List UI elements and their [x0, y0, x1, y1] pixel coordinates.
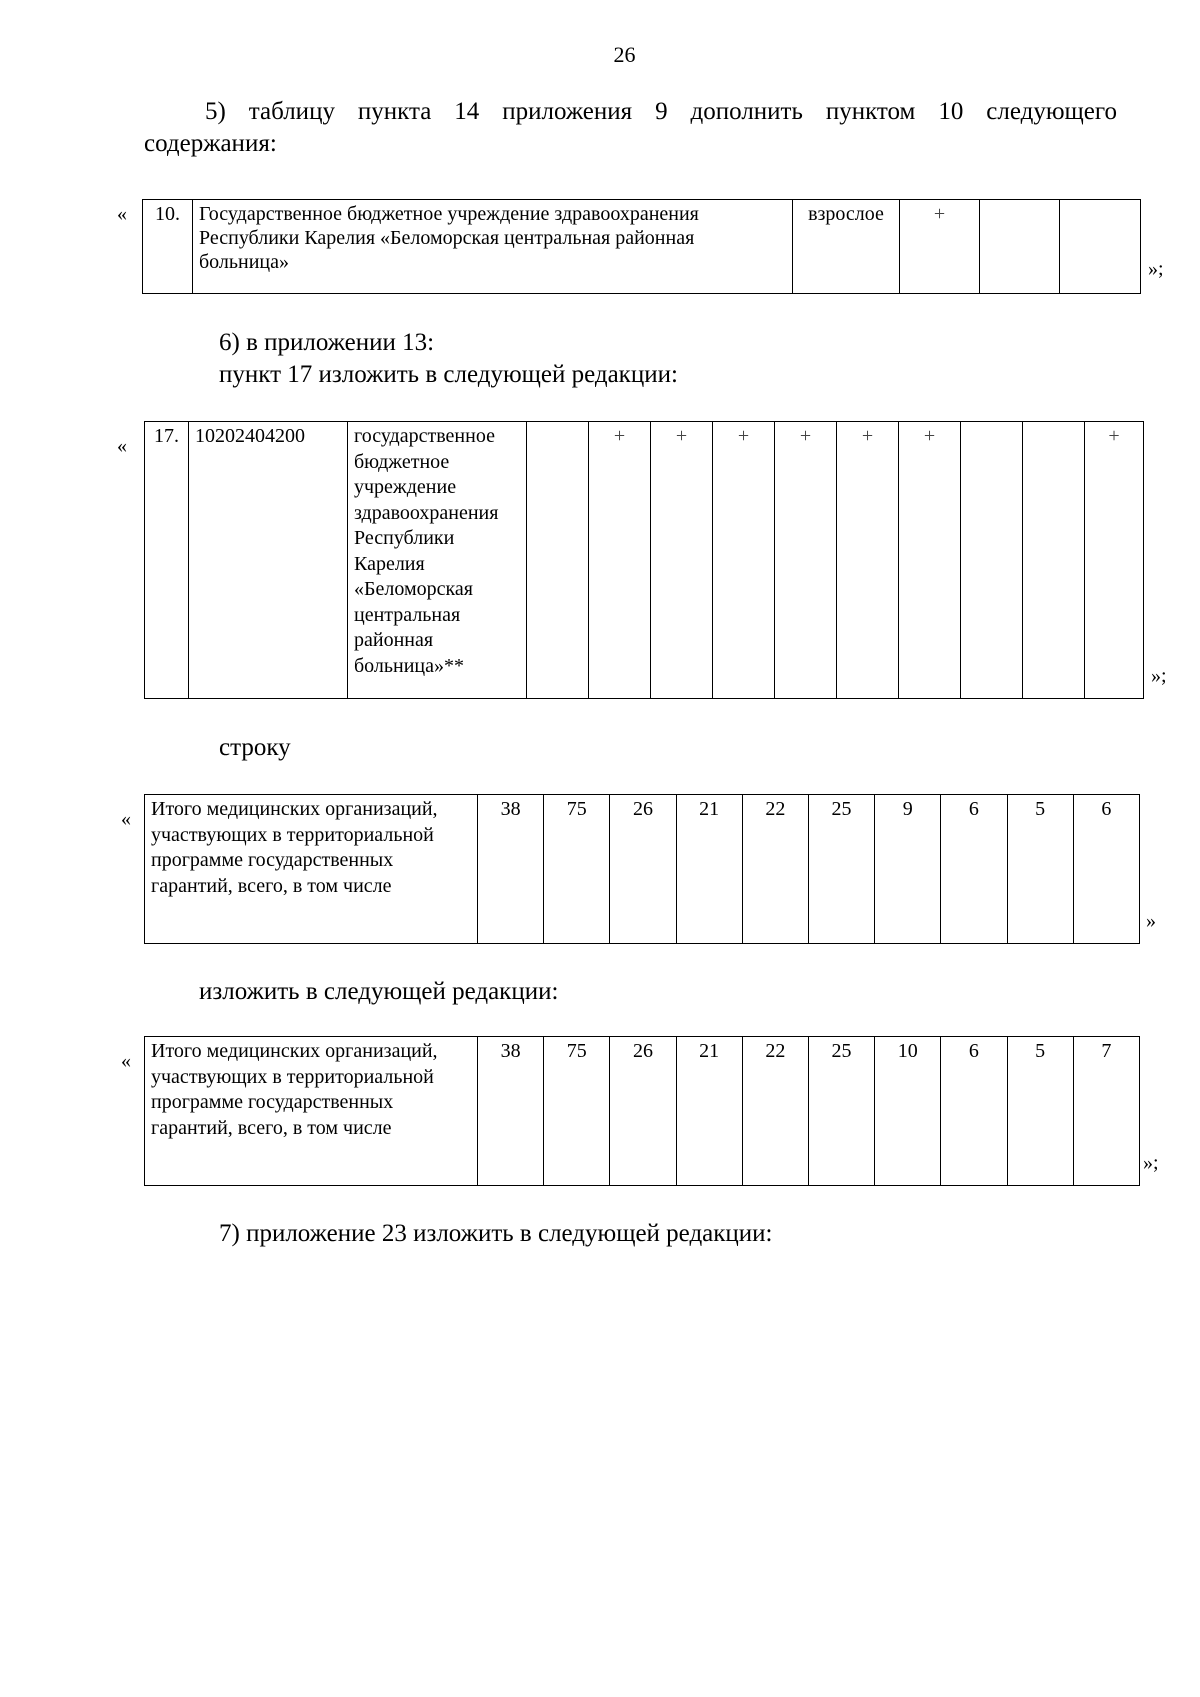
new-total-table	[144, 1036, 1140, 1186]
new-total-value-9: 5	[1007, 1037, 1073, 1186]
item6-code-cell: 10202404200	[189, 422, 348, 699]
old-total-value-8: 6	[941, 795, 1007, 944]
old-total-label-cell: Итого медицинских организаций, участвующих в территориальной программе государственных гарантий, всего, в том числе	[145, 795, 478, 944]
old-total-value-6: 25	[808, 795, 874, 944]
new-total-value-2: 75	[544, 1037, 610, 1186]
item5-text-line1: 5) таблицу пункта 14 приложения 9 дополнить пунктом 10 следующего	[205, 98, 1117, 125]
item5-mark-cell: +	[900, 200, 980, 294]
new-total-value-1: 38	[478, 1037, 544, 1186]
item6-num-cell: 17.	[145, 422, 189, 699]
table-row	[143, 200, 1141, 294]
item6-table	[144, 421, 1144, 699]
item5-category-cell: взрослое	[793, 200, 900, 294]
item6-cell-8	[961, 422, 1023, 699]
table-row	[145, 795, 1140, 944]
item5-name-cell: Государственное бюджетное учреждение здравоохранения Республики Карелия «Беломорская центральная районная больница»	[193, 200, 793, 294]
item6-cell-10: +	[1085, 422, 1144, 699]
new-total-value-7: 10	[875, 1037, 941, 1186]
new-total-value-8: 6	[941, 1037, 1007, 1186]
line-izlozhit: изложить в следующей редакции:	[199, 978, 559, 1005]
item6-name-cell: государственное бюджетное учреждение здравоохранения Республики Карелия «Беломорская центральная районная больница»**	[348, 422, 527, 699]
item5-open-quote: «	[117, 203, 127, 225]
old-total-value-7: 9	[875, 795, 941, 944]
new-total-value-6: 25	[808, 1037, 874, 1186]
new-total-close-quote: »;	[1143, 1152, 1159, 1174]
item5-text-line2: содержания:	[144, 130, 277, 157]
table-row	[145, 422, 1144, 699]
item5-num-cell: 10.	[143, 200, 193, 294]
old-total-value-9: 5	[1007, 795, 1073, 944]
item6-cell-2: +	[589, 422, 651, 699]
item6-cell-1	[527, 422, 589, 699]
item5-extra2-cell	[1060, 200, 1141, 294]
old-total-value-5: 22	[742, 795, 808, 944]
item6-close-quote: »;	[1151, 665, 1167, 687]
item6-cell-6: +	[837, 422, 899, 699]
old-total-close-quote: »	[1146, 910, 1156, 932]
page-number: 26	[613, 42, 636, 67]
item6-cell-9	[1023, 422, 1085, 699]
item6-cell-5: +	[775, 422, 837, 699]
new-total-value-5: 22	[742, 1037, 808, 1186]
old-total-table	[144, 794, 1140, 944]
new-total-label-cell: Итого медицинских организаций, участвующих в территориальной программе государственных гарантий, всего, в том числе	[145, 1037, 478, 1186]
table-row	[145, 1037, 1140, 1186]
item6-cell-3: +	[651, 422, 713, 699]
item7-text: 7) приложение 23 изложить в следующей редакции:	[219, 1220, 773, 1247]
old-total-value-3: 26	[610, 795, 676, 944]
new-total-value-10: 7	[1073, 1037, 1139, 1186]
old-total-value-4: 21	[676, 795, 742, 944]
item5-close-quote: »;	[1148, 258, 1164, 280]
line-stroku: строку	[219, 734, 291, 761]
item5-extra1-cell	[980, 200, 1060, 294]
new-total-value-3: 26	[610, 1037, 676, 1186]
old-total-open-quote: «	[121, 808, 131, 830]
item6-open-quote: «	[117, 435, 127, 457]
item6-cell-4: +	[713, 422, 775, 699]
item5-table	[142, 199, 1141, 294]
new-total-value-4: 21	[676, 1037, 742, 1186]
old-total-value-1: 38	[478, 795, 544, 944]
new-total-open-quote: «	[121, 1050, 131, 1072]
item6-line1: 6) в приложении 13:	[219, 329, 435, 356]
old-total-value-10: 6	[1073, 795, 1139, 944]
item6-line2: пункт 17 изложить в следующей редакции:	[219, 361, 678, 388]
old-total-value-2: 75	[544, 795, 610, 944]
item6-cell-7: +	[899, 422, 961, 699]
